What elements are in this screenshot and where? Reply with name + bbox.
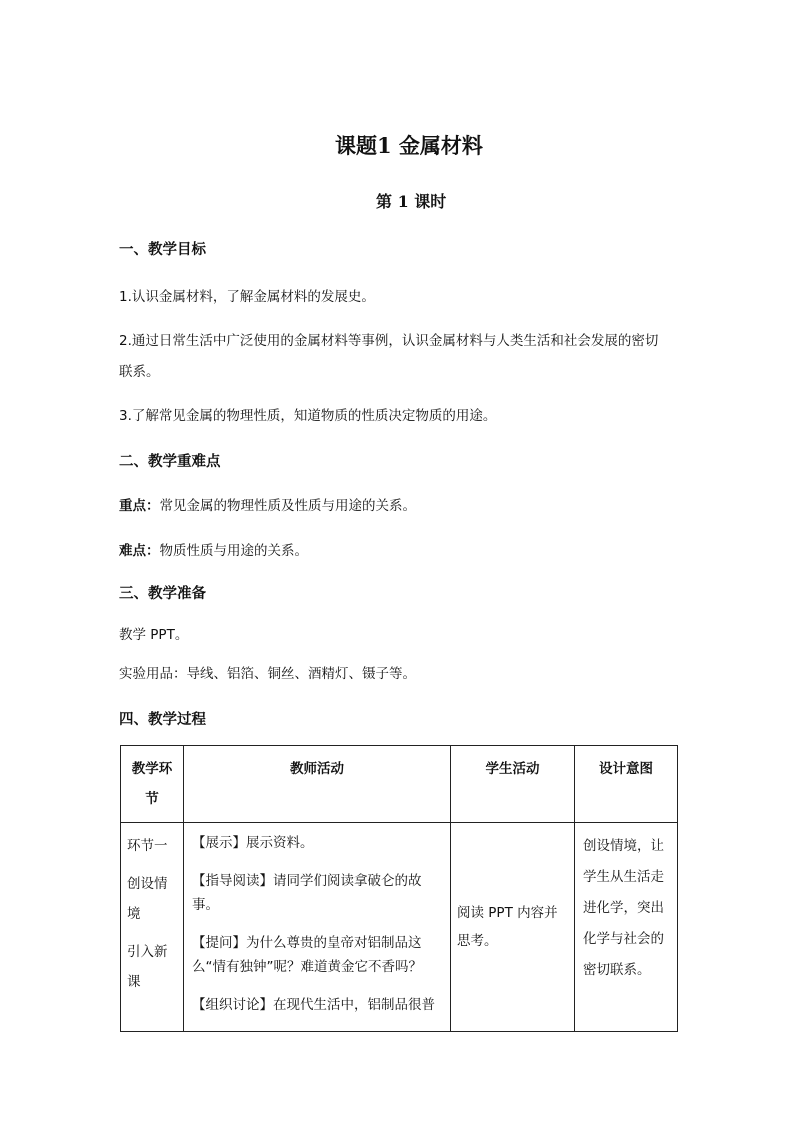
objective-item-2: 2.通过日常生活中广泛使用的金属材料等事例，认识金属材料与人类生活和社会发展的密切 xyxy=(119,333,659,349)
teacher-activity-item: 【指导阅读】请同学们阅读拿破仑的故事。 xyxy=(192,873,422,913)
stage-line: 课 xyxy=(127,974,141,990)
difficulty-label: 难点： xyxy=(119,543,160,559)
objective-item-3: 3.了解常见金属的物理性质，知道物质的性质决定物质的用途。 xyxy=(119,408,497,424)
header-stage xyxy=(121,746,184,823)
design-intent-line: 创设情境，让 xyxy=(583,838,664,854)
teacher-activity-item: 【组织讨论】在现代生活中，铝制品很普 xyxy=(192,997,435,1013)
table-row xyxy=(121,823,678,1032)
key-point-text: 常见金属的物理性质及性质与用途的关系。 xyxy=(159,498,416,514)
teacher-activity-item: 【提问】为什么尊贵的皇帝对铝制品这么“情有独钟”呢？难道黄金它不香吗？ xyxy=(192,935,422,975)
stage-line: 引入新 xyxy=(127,944,168,960)
preparation-line-2: 实验用品：导线、铝箔、铜丝、酒精灯、镊子等。 xyxy=(119,666,416,682)
page-subtitle: 第 1 课时 xyxy=(376,192,447,211)
teacher-activity-cell xyxy=(184,823,451,1032)
key-point-label: 重点： xyxy=(119,498,160,514)
objective-item-1: 1.认识金属材料，了解金属材料的发展史。 xyxy=(119,289,375,305)
stage-line: 环节一 xyxy=(127,838,168,854)
design-intent-line: 化学与社会的 xyxy=(583,931,664,947)
header-stage-line1: 教学环 xyxy=(131,761,173,777)
teaching-process-table xyxy=(120,745,678,1032)
header-design-intent: 设计意图 xyxy=(575,746,678,823)
design-intent-cell xyxy=(575,823,678,1032)
difficulty-line xyxy=(119,539,308,559)
objective-item-2-cont: 联系。 xyxy=(119,364,160,380)
table-header-row xyxy=(121,746,678,823)
stage-cell xyxy=(121,823,184,1032)
section-heading-objectives: 一、教学目标 xyxy=(119,242,206,258)
design-intent-line: 进化学，突出 xyxy=(583,900,664,916)
design-intent-line: 学生从生活走 xyxy=(583,869,664,885)
preparation-line-1: 教学 PPT。 xyxy=(119,627,189,643)
student-activity-line: 思考。 xyxy=(457,933,498,949)
teacher-activity-item: 【展示】展示资料。 xyxy=(192,835,314,851)
stage-line: 创设情 xyxy=(127,876,168,892)
key-point-line xyxy=(119,494,416,514)
section-heading-process: 四、教学过程 xyxy=(119,712,206,728)
section-heading-key-points: 二、教学重难点 xyxy=(119,454,221,470)
page-title: 课题1 金属材料 xyxy=(335,133,483,158)
section-heading-preparation: 三、教学准备 xyxy=(119,586,206,602)
design-intent-line: 密切联系。 xyxy=(583,962,651,978)
student-activity-line: 阅读 PPT 内容并 xyxy=(457,905,558,921)
header-student-activity: 学生活动 xyxy=(451,746,575,823)
header-stage-line2: 节 xyxy=(145,791,159,807)
difficulty-text: 物质性质与用途的关系。 xyxy=(159,543,308,559)
stage-line: 境 xyxy=(127,906,141,922)
student-activity-cell xyxy=(451,823,575,1032)
header-teacher-activity: 教师活动 xyxy=(184,746,451,823)
